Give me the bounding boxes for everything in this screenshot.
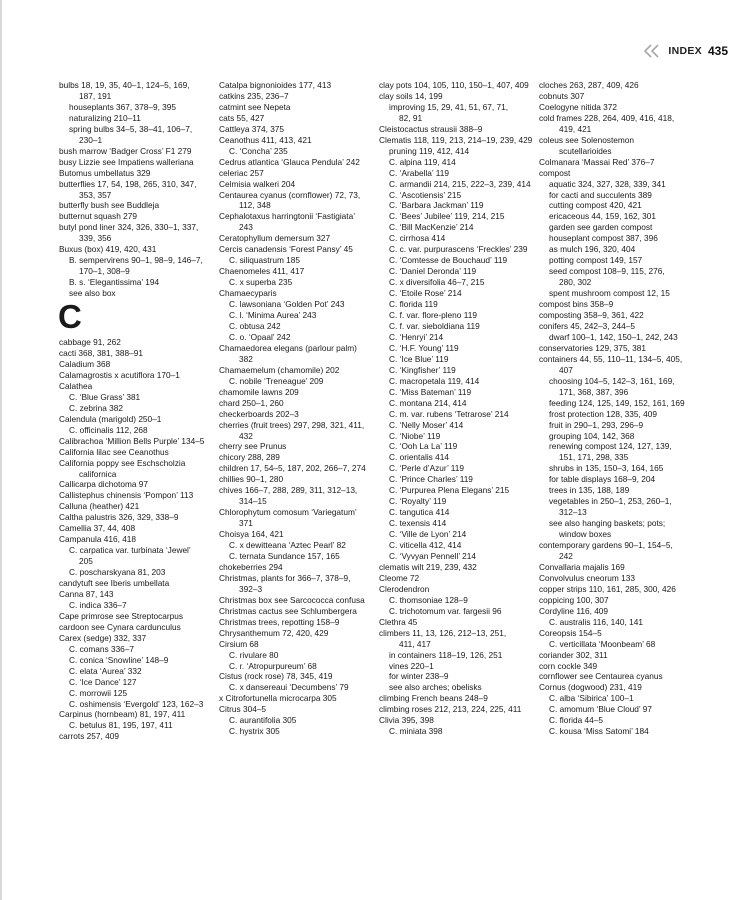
index-entry: composting 358–9, 361, 422 [539,310,644,321]
index-subentry: C. florida 44–5 [549,715,603,726]
index-entry-continuation: window boxes [559,529,612,540]
index-entry-continuation: 392–3 [239,583,263,594]
index-entry: cobnuts 307 [539,90,585,101]
running-header [642,42,728,60]
index-subentry: C. elata ‘Aurea’ 332 [69,665,142,676]
index-subentry: aquatic 324, 327, 328, 339, 341 [549,178,666,189]
index-entry: Cercis canadensis ‘Forest Pansy’ 45 [219,244,353,255]
index-entry-continuation: 205 [79,556,93,567]
index-entry: climbers 11, 13, 126, 212–13, 251, [379,627,507,638]
index-entry-continuation: 187, 191 [79,90,112,101]
index-entry: Catalpa bignonioides 177, 413 [219,80,332,90]
index-entry-continuation: 112, 348 [239,200,271,211]
index-entry-continuation: 280, 302 [559,277,592,288]
index-subentry: C. ‘Comtesse de Bouchaud’ 119 [389,255,508,266]
index-subentry: vines 220–1 [389,660,434,671]
index-subentry: C. armandii 214, 215, 222–3, 239, 414 [389,178,531,189]
index-subentry: ericaceous 44, 159, 162, 301 [549,211,657,222]
index-subentry: C. ‘Purpurea Plena Elegans’ 215 [389,485,510,496]
index-entry: carrots 257, 409 [59,731,119,742]
page-number: 435 [707,44,728,58]
index-subentry: C. ‘Etoile Rose’ 214 [389,288,462,299]
index-subentry: spent mushroom compost 12, 15 [549,288,670,299]
index-subentry: C. x superba 235 [229,277,293,288]
index-column-2 [219,80,381,737]
index-subentry: C. x dewitteana ‘Aztec Pearl’ 82 [229,540,346,551]
index-subentry: C. poscharskyana 81, 203 [69,567,166,578]
index-entry-continuation: 82, 91 [399,112,423,123]
index-subentry: C. f. var. sieboldiana 119 [389,320,480,331]
index-subentry: C. orientalis 414 [389,452,449,463]
index-entry-continuation: scutellarioides [559,145,612,156]
double-chevron-left-icon [642,44,662,58]
index-entry: Calamagrostis x acutiflora 170–1 [59,369,180,380]
index-subentry: garden see garden compost [549,222,653,233]
index-subentry: C. amomum ‘Blue Cloud’ 97 [549,704,652,715]
index-subentry: fruit in 290–1, 293, 296–9 [549,419,644,430]
index-entry: Buxus (box) 419, 420, 431 [59,244,157,255]
index-entry: butyl pond liner 324, 326, 330–1, 337, [59,222,199,233]
index-entry: California lilac see Ceanothus [59,446,169,457]
index-entry: Clematis 118, 119, 213, 214–19, 239, 429 [379,134,533,145]
index-subentry: C. officinalis 112, 268 [69,424,148,435]
index-columns [0,80,746,880]
index-entry: Chamaecyparis [219,288,277,299]
index-entry: Campanula 416, 418 [59,534,137,545]
index-entry: Ceratophyllum demersum 327 [219,233,331,244]
index-subentry: shrubs in 135, 150–3, 164, 165 [549,463,664,474]
index-entry: bush marrow ‘Badger Cross’ F1 279 [59,145,192,156]
index-entry: Celmisia walkeri 204 [219,178,296,189]
index-subentry: C. ‘Kingfisher’ 119 [389,364,456,375]
index-subentry: B. s. ‘Elegantissima’ 194 [69,277,160,288]
section-letter: C [58,298,82,336]
index-entry: Calibrachoa ‘Million Bells Purple’ 134–5 [59,435,205,446]
index-entry-continuation: 170–1, 308–9 [79,266,130,277]
index-entry: chamomile lawns 209 [219,386,299,397]
index-entry: corn cockle 349 [539,660,598,671]
index-subentry: C. siliquastrum 185 [229,255,301,266]
index-subentry: C. ‘Ville de Lyon’ 214 [389,529,467,540]
index-subentry: renewing compost 124, 127, 139, [549,441,672,452]
index-entry-continuation: 353, 357 [79,189,112,200]
index-subentry: houseplants 367, 378–9, 395 [69,101,177,112]
index-subentry: C. comans 336–7 [69,643,135,654]
index-subentry: naturalizing 210–11 [69,112,141,123]
index-entry: Convallaria majalis 169 [539,561,625,572]
index-subentry: cutting compost 420, 421 [549,200,642,211]
index-subentry: see also box [69,288,116,299]
index-entry: Chrysanthemum 72, 420, 429 [219,627,329,638]
index-entry: clematis wilt 219, 239, 432 [379,561,477,572]
index-entry: Choisya 164, 421 [219,529,284,540]
index-entry: butterflies 17, 54, 198, 265, 310, 347, [59,178,197,189]
index-subentry: C. nobile ‘Treneague’ 209 [229,375,324,386]
index-entry: copper strips 110, 161, 285, 300, 426 [539,583,676,594]
index-subentry: in containers 118–19, 126, 251 [389,649,503,660]
index-entry-continuation: 242 [559,550,573,561]
index-entry: Carpinus (hornbeam) 81, 197, 411 [59,709,186,720]
index-subentry: choosing 104–5, 142–3, 161, 169, [549,375,675,386]
index-entry: candytuft see Iberis umbellata [59,578,170,589]
index-entry: Cedrus atlantica ‘Glauca Pendula’ 242 [219,156,360,167]
index-entry: Clerodendron [379,583,430,594]
index-entry: Cistus (rock rose) 78, 345, 419 [219,671,333,682]
index-entry: coppicing 100, 307 [539,594,609,605]
index-entry: cherry see Prunus [219,441,287,452]
index-subentry: grouping 104, 142, 368 [549,430,635,441]
index-subentry: dwarf 100–1, 142, 150–1, 242, 243 [549,331,678,342]
index-subentry: C. trichotomum var. fargesii 96 [389,605,502,616]
index-entry: cherries (fruit trees) 297, 298, 321, 411, [219,419,365,430]
index-entry: conifers 45, 242–3, 244–5 [539,320,635,331]
index-entry-continuation: 419, 421 [559,123,592,134]
index-subentry: C. r. ‘Atropurpureum’ 68 [229,660,317,671]
index-subentry: C. betulus 81, 195, 197, 411 [69,720,173,731]
index-entry: Citrus 304–5 [219,704,267,715]
index-entry: Calathea [59,380,93,391]
index-subentry: C. o. ‘Opaal’ 242 [229,331,291,342]
index-entry: Callistephus chinensis ‘Pompon’ 113 [59,490,194,501]
index-entry: containers 44, 55, 110–11, 134–5, 405, [539,353,683,364]
index-entry: Coreopsis 154–5 [539,627,602,638]
index-entry: cornflower see Centaurea cyanus [539,671,663,682]
index-subentry: C. alpina 119, 414 [389,156,456,167]
index-subentry: C. ‘Daniel Deronda’ 119 [389,266,477,277]
index-entry: Christmas, plants for 366–7, 378–9, [219,572,351,583]
index-entry: Cornus (dogwood) 231, 419 [539,682,642,693]
index-entry: chokeberries 294 [219,561,283,572]
index-subentry: C. ‘Bill MacKenzie’ 214 [389,222,474,233]
index-entry: coleus see Solenostemon [539,134,635,145]
index-entry: climbing roses 212, 213, 224, 225, 411 [379,704,522,715]
index-entry: clay soils 14, 199 [379,90,443,101]
index-entry: Canna 87, 143 [59,588,114,599]
index-entry-continuation: 407 [559,364,573,375]
index-entry: Carex (sedge) 332, 337 [59,632,147,643]
index-subentry: C. kousa ‘Miss Satomi’ 184 [549,726,649,737]
index-entry: compost bins 358–9 [539,299,614,310]
index-subentry: C. texensis 414 [389,518,447,529]
index-entry: Camellia 37, 44, 408 [59,523,136,534]
index-subentry: seed compost 108–9, 115, 276, [549,266,665,277]
index-entry-continuation: 382 [239,353,253,364]
index-entry-continuation: 312–13 [559,507,587,518]
section-title: INDEX [668,45,702,57]
index-entry: Cephalotaxus harringtonii ‘Fastigiata’ [219,211,356,222]
index-subentry: C. australis 116, 140, 141 [549,616,643,627]
index-subentry: see also arches; obelisks [389,682,482,693]
index-entry-continuation: 339, 356 [79,233,112,244]
index-entry-continuation: 171, 368, 387, 396 [559,386,629,397]
index-entry: Chaenomeles 411, 417 [219,266,305,277]
index-subentry: for winter 238–9 [389,671,449,682]
index-entry-continuation: 314–15 [239,496,267,507]
index-subentry: C. tangutica 414 [389,507,450,518]
index-entry: Butomus umbellatus 329 [59,167,151,178]
index-entry: contemporary gardens 90–1, 154–5, [539,540,673,551]
index-subentry: C. ‘Miss Bateman’ 119 [389,386,472,397]
index-subentry: trees in 135, 188, 189 [549,485,630,496]
index-subentry: C. montana 214, 414 [389,397,467,408]
index-subentry: C. ‘Concha’ 235 [229,145,288,156]
index-entry: cabbage 91, 262 [59,337,121,348]
index-entry: Chamaedorea elegans (parlour palm) [219,342,357,353]
index-subentry: B. sempervirens 90–1, 98–9, 146–7, [69,255,203,266]
index-subentry: C. viticella 412, 414 [389,540,462,551]
index-subentry: pruning 119, 412, 414 [389,145,470,156]
index-subentry: C. thomsoniae 128–9 [389,594,468,605]
index-subentry: C. carpatica var. turbinata ‘Jewel’ [69,545,191,556]
index-subentry: C. oshimensis ‘Evergold’ 123, 162–3 [69,698,204,709]
index-subentry: potting compost 149, 157 [549,255,643,266]
index-subentry: spring bulbs 34–5, 38–41, 106–7, [69,123,193,134]
index-entry: Cape primrose see Streptocarpus [59,610,184,621]
index-subentry: C. verticillata ‘Moonbeam’ 68 [549,638,656,649]
index-entry: children 17, 54–5, 187, 202, 266–7, 274 [219,463,366,474]
index-subentry: improving 15, 29, 41, 51, 67, 71, [389,101,509,112]
index-entry: butterfly bush see Buddleja [59,200,160,211]
index-entry: chard 250–1, 260 [219,397,284,408]
index-entry: coriander 302, 311 [539,649,608,660]
index-subentry: C. ‘Henryi’ 214 [389,331,444,342]
index-subentry: as mulch 196, 320, 404 [549,244,636,255]
index-subentry: C. f. var. flore-pleno 119 [389,310,477,321]
index-subentry: houseplant compost 387, 396 [549,233,658,244]
index-entry: celeriac 257 [219,167,264,178]
index-entry: Centaurea cyanus (cornflower) 72, 73, [219,189,361,200]
index-subentry: for cacti and succulents 389 [549,189,652,200]
index-column-4 [539,80,701,737]
index-entry: catkins 235, 236–7 [219,90,289,101]
index-column-3 [379,80,541,737]
index-entry: Christmas cactus see Schlumbergera [219,605,357,616]
index-subentry: for table displays 168–9, 204 [549,474,656,485]
index-entry: California poppy see Eschscholzia [59,457,186,468]
index-subentry: C. ‘Blue Grass’ 381 [69,391,141,402]
index-subentry: C. cirrhosa 414 [389,233,446,244]
index-subentry: C. rivulare 80 [229,649,279,660]
index-entry: catmint see Nepeta [219,101,291,112]
index-entry: Cleistocactus strausii 388–9 [379,123,483,134]
index-subentry: C. macropetala 119, 414 [389,375,480,386]
index-entry: Callicarpa dichotoma 97 [59,479,149,490]
index-subentry: C. conica ‘Snowline’ 148–9 [69,654,169,665]
index-entry: cardoon see Cynara cardunculus [59,621,181,632]
index-subentry: C. ‘Vyvyan Pennell’ 214 [389,550,477,561]
index-entry: Cleome 72 [379,572,420,583]
index-entry-continuation: 243 [239,222,253,233]
index-entry: Cattleya 374, 375 [219,123,285,134]
index-entry: Calluna (heather) 421 [59,501,140,512]
index-entry: conservatories 129, 375, 381 [539,342,647,353]
index-entry: Clethra 45 [379,616,418,627]
index-entry: cold frames 228, 264, 409, 416, 418, [539,112,675,123]
index-subentry: C. indica 336–7 [69,599,127,610]
index-entry: bulbs 18, 19, 35, 40–1, 124–5, 169, [59,80,190,90]
index-subentry: C. c. var. purpurascens ‘Freckles’ 239 [389,244,528,255]
index-entry: Cirsium 68 [219,638,259,649]
index-entry: butternut squash 279 [59,211,137,222]
index-entry: Coelogyne nitida 372 [539,101,617,112]
index-entry: busy Lizzie see Impatiens walleriana [59,156,194,167]
index-entry-continuation: 432 [239,430,253,441]
index-entry-continuation: 230–1 [79,134,103,145]
index-subentry: C. m. var. rubens ‘Tetrarose’ 214 [389,408,509,419]
index-subentry: C. ternata Sundance 157, 165 [229,550,340,561]
index-entry: Clivia 395, 398 [379,715,434,726]
index-subentry: C. hystrix 305 [229,726,280,737]
index-entry: x Citrofortunella microcarpa 305 [219,693,337,704]
index-entry: climbing French beans 248–9 [379,693,488,704]
index-entry: Ceanothus 411, 413, 421 [219,134,312,145]
index-entry: Convolvulus cneorum 133 [539,572,635,583]
index-entry-continuation: 371 [239,518,253,529]
index-entry: Calendula (marigold) 250–1 [59,413,162,424]
index-entry: compost [539,167,571,178]
index-subentry: frost protection 128, 335, 409 [549,408,657,419]
index-entry: Colmanara ‘Massai Red’ 376–7 [539,156,655,167]
index-subentry: C. aurantifolia 305 [229,715,297,726]
index-subentry: C. ‘Nelly Moser’ 414 [389,419,464,430]
index-entry: chillies 90–1, 280 [219,474,284,485]
index-entry: Christmas box see Sarcococca confusa [219,594,365,605]
index-entry: Chamaemelum (chamomile) 202 [219,364,340,375]
index-subentry: feeding 124, 125, 149, 152, 161, 169 [549,397,685,408]
index-subentry: C. x dansereaui ‘Decumbens’ 79 [229,682,349,693]
index-subentry: C. zebrina 382 [69,402,123,413]
index-subentry: C. ‘Bees’ Jubilee’ 119, 214, 215 [389,211,505,222]
index-subentry: C. ‘Arabella’ 119 [389,167,449,178]
index-subentry: C. miniata 398 [389,726,443,737]
index-entry: Christmas trees, repotting 158–9 [219,616,340,627]
index-entry-continuation: 151, 171, 298, 335 [559,452,629,463]
index-subentry: C. ‘Prince Charles’ 119 [389,474,473,485]
index-subentry: C. l. ‘Minima Aurea’ 243 [229,310,317,321]
index-column-1 [59,80,221,742]
index-subentry: C. ‘Ascotiensis’ 215 [389,189,462,200]
index-entry: checkerboards 202–3 [219,408,299,419]
index-subentry: C. ‘Ice Dance’ 127 [69,676,137,687]
index-subentry: C. ‘Ice Blue’ 119 [389,353,449,364]
index-entry: cats 55, 427 [219,112,265,123]
index-subentry: C. x diversifolia 46–7, 215 [389,277,485,288]
index-entry: cacti 368, 381, 388–91 [59,348,143,359]
index-subentry: C. ‘H.F. Young’ 119 [389,342,459,353]
index-subentry: C. obtusa 242 [229,320,281,331]
index-entry-continuation: californica [79,468,117,479]
index-subentry: C. alba ‘Sibirica’ 100–1 [549,693,634,704]
index-entry: chives 166–7, 288, 289, 311, 312–13, [219,485,358,496]
index-entry: Chlorophytum comosum ‘Variegatum’ [219,507,357,518]
index-entry: cloches 263, 287, 409, 426 [539,80,639,90]
index-entry: clay pots 104, 105, 110, 150–1, 407, 409 [379,80,529,90]
index-subentry: C. morrowii 125 [69,687,128,698]
index-subentry: see also hanging baskets; pots; [549,518,666,529]
index-subentry: C. ‘Perle d’Azur’ 119 [389,463,465,474]
index-entry: Caltha palustris 326, 329, 338–9 [59,512,179,523]
index-subentry: C. ‘Ooh La La’ 119 [389,441,458,452]
index-entry: chicory 288, 289 [219,452,280,463]
index-subentry: vegetables in 250–1, 253, 260–1, [549,496,672,507]
index-subentry: C. ‘Barbara Jackman’ 119 [389,200,484,211]
index-subentry: C. ‘Niobe’ 119 [389,430,441,441]
index-subentry: C. florida 119 [389,299,438,310]
index-subentry: C. ‘Royalty’ 119 [389,496,447,507]
index-subentry: C. lawsoniana ‘Golden Pot’ 243 [229,299,345,310]
index-entry: Caladium 368 [59,358,111,369]
index-entry: Cordyline 116, 409 [539,605,609,616]
index-entry-continuation: 411, 417 [399,638,431,649]
